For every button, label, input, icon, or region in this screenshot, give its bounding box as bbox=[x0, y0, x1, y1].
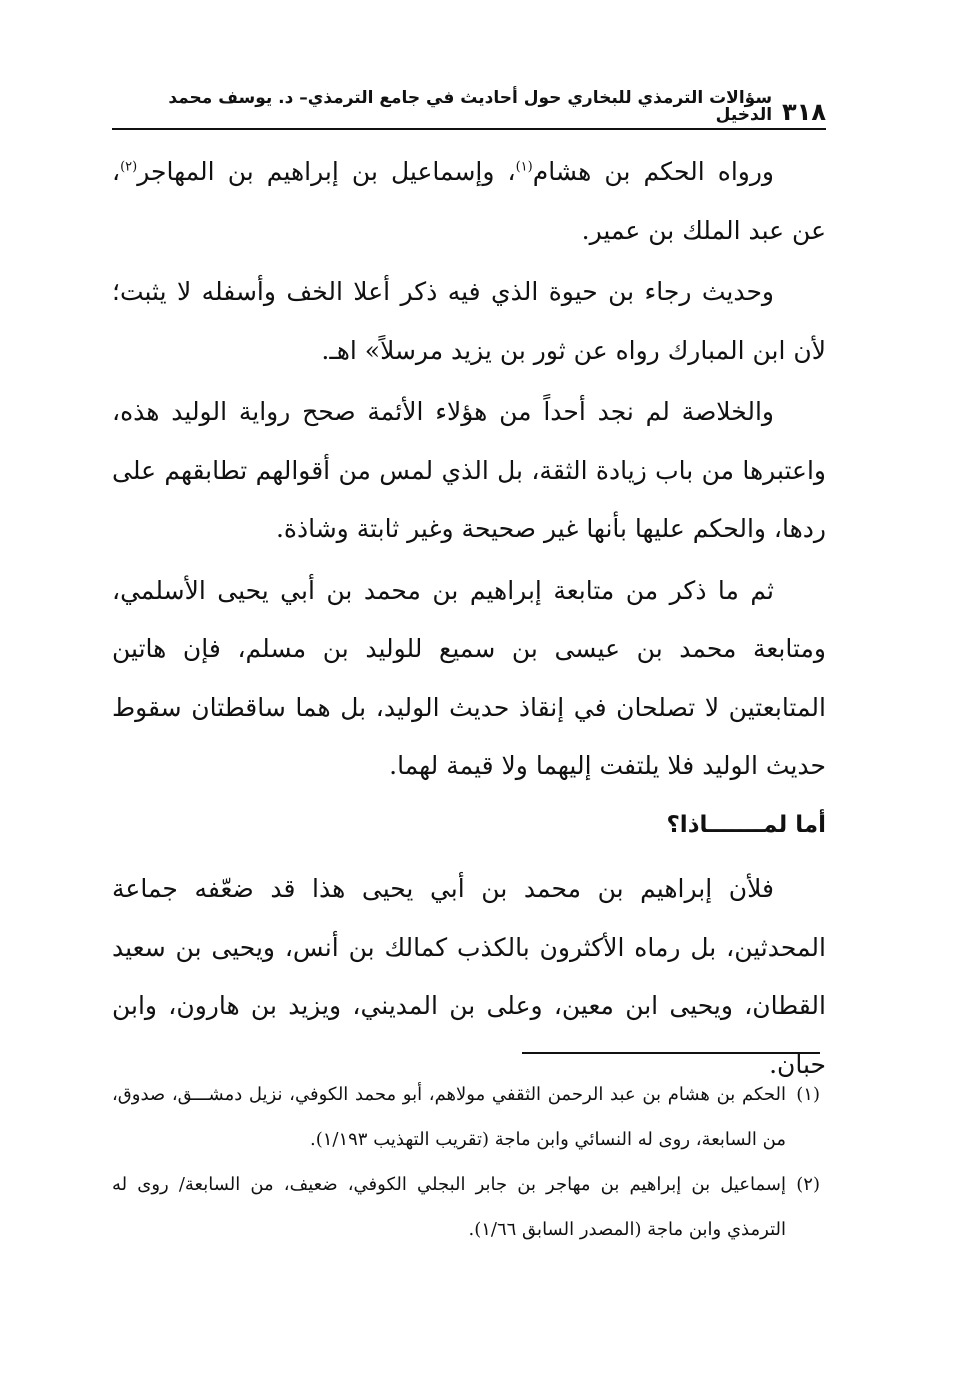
paragraph-1 bbox=[112, 143, 826, 260]
paragraph-1-part-a: ورواه الحكم بن هشام bbox=[532, 157, 774, 186]
paragraph-1-part-b: ، وإسماعيل بن إبراهيم بن المهاجر bbox=[137, 157, 516, 186]
paragraph-4: ثم ما ذكر من متابعة إبراهيم بن محمد بن أبي يحيى الأسلمي، ومتابعة محمد بن عيسى بن سميع للوليد بن مسلم، فإن هاتين المتابعتين لا تصلحان في إنقاذ حديث الوليد، بل هما ساقطتان سقوط حديث الوليد فلا يلتفت إليهما ولا قيمة لهما. bbox=[112, 575, 826, 780]
footnote-1 bbox=[112, 1072, 820, 1162]
footnotes bbox=[112, 1072, 820, 1252]
page-number: ٣١٨ bbox=[782, 98, 826, 126]
paragraph-2: وحديث رجاء بن حيوة الذي فيه ذكر أعلا الخف وأسفله لا يثبت؛ لأن ابن المبارك رواه عن ثور بن يزيد مرسلاً» اهـ. bbox=[112, 277, 826, 365]
footnote-2-number: (٢) bbox=[796, 1174, 820, 1195]
paragraph-3: والخلاصة لم نجد أحداً من هؤلاء الأئمة صحح رواية الوليد هذه، واعتبرها من باب زيادة الثقة، بل الذي لمس من أقوالهم تطابقهم على ردها، والحكم عليها بأنها غير صحيحة وغير ثابتة وشاذة. bbox=[112, 397, 826, 543]
running-header bbox=[112, 88, 826, 130]
footnote-2-text: إسماعيل بن إبراهيم بن مهاجر بن جابر البجلي الكوفي، ضعيف، من السابعة/ روى له الترمذي وابن ماجة (المصدر السابق ١/٦٦). bbox=[112, 1174, 786, 1240]
footnote-2 bbox=[112, 1162, 820, 1252]
paragraph-1-part-c: ، عن عبد الملك بن عمير. bbox=[112, 157, 826, 245]
footnote-1-text: الحكم بن هشام بن عبد الرحمن الثقفي مولاهم، أبو محمد الكوفي، نزيل دمشـــق، صدوق، من السابعة، روى له النسائي وابن ماجة (تقريب التهذيب ١/١٩٣). bbox=[112, 1084, 786, 1150]
subheading: أما لمـــــــاذا؟ bbox=[666, 811, 826, 838]
main-text bbox=[112, 143, 826, 1094]
footnote-separator bbox=[522, 1052, 820, 1054]
running-title: سؤالات الترمذي للبخاري حول أحاديث في جامع الترمذي– د. يوسف محمد الدخيل bbox=[168, 88, 773, 125]
footnote-ref-1: (١) bbox=[515, 159, 533, 175]
paragraph-5: فلأن إبراهيم بن محمد بن أبي يحيى هذا قد ضعّفه جماعة المحدثين، بل رماه الأكثرون بالكذب كمالك بن أنس، ويحيى بن سعيد القطان، ويحيى ابن معين، وعلى بن المديني، ويزيد بن هارون، وابن حبان. bbox=[112, 874, 826, 1079]
footnote-ref-2: (٢) bbox=[120, 159, 138, 175]
footnote-1-number: (١) bbox=[796, 1084, 820, 1105]
